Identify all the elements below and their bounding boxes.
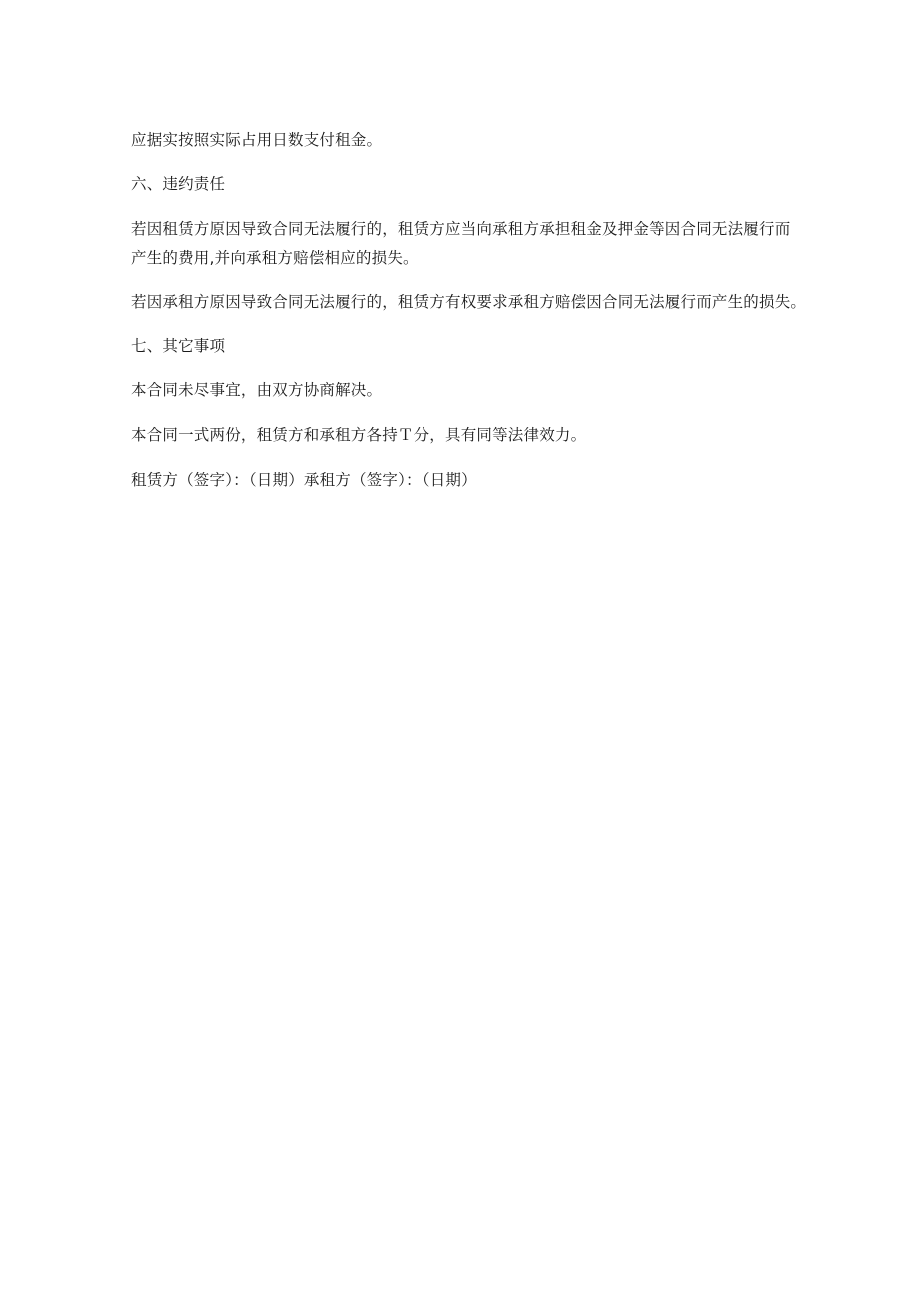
section-heading-breach-liability: 六、违约责任 xyxy=(131,175,226,193)
paragraph-rent-payment: 应据实按照实际占用日数支付租金。 xyxy=(131,131,383,149)
paragraph-lessor-breach-line2: 产生的费用,并向承租方赔偿相应的损失。 xyxy=(131,249,419,267)
paragraph-lessor-breach-line1: 若因租赁方原因导致合同无法履行的，租赁方应当向承租方承担租金及押金等因合同无法履行而 xyxy=(131,220,791,238)
signature-line: 租赁方（签字）：（日期）承租方（签字）：（日期） xyxy=(131,471,477,489)
paragraph-lessee-breach: 若因承租方原因导致合同无法履行的，租赁方有权要求承租方赔偿因合同无法履行而产生的损失。 xyxy=(131,293,807,311)
section-heading-other-matters: 七、其它事项 xyxy=(131,337,226,355)
paragraph-unresolved-matters: 本合同未尽事宜，由双方协商解决。 xyxy=(131,381,383,399)
paragraph-copies: 本合同一式两份，租赁方和承租方各持Ｔ分，具有同等法律效力。 xyxy=(131,426,587,444)
